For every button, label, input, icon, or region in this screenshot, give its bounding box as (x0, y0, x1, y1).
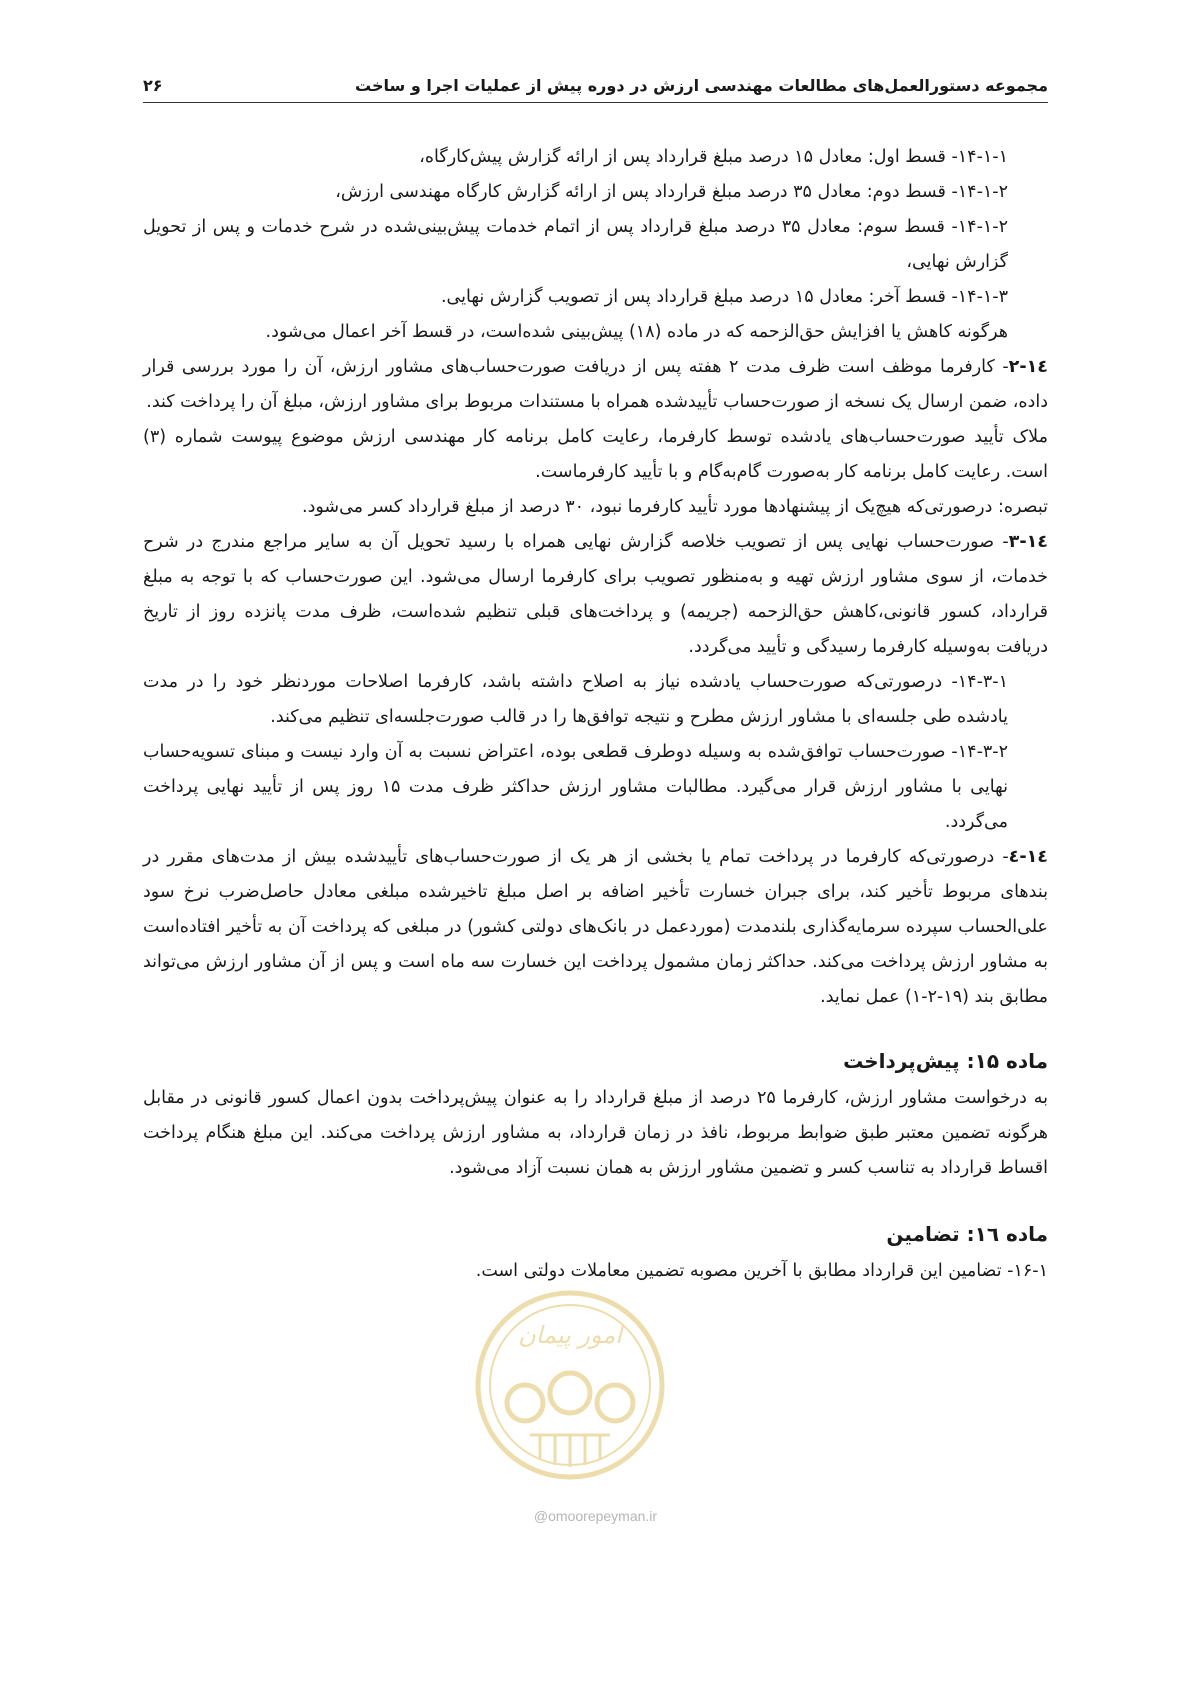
clause-14-4 (143, 840, 1048, 1015)
stamp-text: امور پیمان (518, 1321, 622, 1349)
clause-14-3-2: ۱۴-۳-۲- صورت‌حساب توافق‌شده به وسیله دوطرف قطعی بوده، اعتراض نسبت به آن وارد نیست و مبنای تسویه‌حساب نهایی با مشاور ارزش قرار می‌گیرد. مطالبات مشاور ارزش حداکثر ظرف مدت ۱۵ روز پس از تأیید نهایی پرداخت می‌گردد. (143, 742, 1008, 832)
page-body (143, 140, 1048, 1289)
watermark-stamp-icon (470, 1285, 670, 1485)
clause-14-1-3: ۱۴-۱-۳- قسط آخر: معادل ۱۵ درصد مبلغ قرارداد پس از تصویب گزارش نهایی. (440, 287, 1008, 307)
clause-14-1-2b: ۱۴-۱-۲- قسط سوم: معادل ۳۵ درصد مبلغ قرارداد پس از اتمام خدمات پیش‌بینی‌شده در شرح خدمات و پس از تحویل گزارش نهایی، (143, 217, 1008, 272)
clause-text: - کارفرما موظف است ظرف مدت ۲ هفته پس از دریافت صورت‌حساب‌های مشاور ارزش، آن را مورد بررسی قرار داده، ضمن ارسال یک نسخه از صورت‌حساب تأییدشده همراه با مستندات مربوط برای مشاور ارزش، مبلغ آن را پرداخت کند. (143, 357, 1048, 412)
adjustment-note: هرگونه کاهش یا افزایش حق‌الزحمه که در ماده (۱۸) پیش‌بینی شده‌است، در قسط آخر اعمال می‌شود. (265, 322, 1008, 342)
clause-number: ۱٤-۳ (1008, 532, 1048, 552)
clause-14-2 (143, 350, 1048, 420)
note-paragraph: تبصره: درصورتی‌که هیچ‌یک از پیشنهادها مورد تأیید کارفرما نبود، ۳۰ درصد از مبلغ قرارداد کسر می‌شود. (302, 497, 1048, 517)
clause-number: ۱٤-٤ (1008, 847, 1048, 867)
clause-text: - درصورتی‌که کارفرما در پرداخت تمام یا بخشی از هر یک از صورت‌حساب‌های تأییدشده بیش از مدت‌های مقرر در بندهای مربوط تأخیر کند، برای جبران خسارت تأخیر اضافه بر اصل مبلغ تاخیرشده مبلغی معادل حاصل‌ضرب نرخ سود علی‌الحساب سپرده سرمایه‌گذاری بلندمدت (مورد‌عمل در بانک‌های دولتی کشور) در مبلغی که پرداخت آن به تأخیر افتاده‌است به مشاور ارزش پرداخت می‌کند. حداکثر زمان مشمول پرداخت این خسارت سه ماه است و پس از آن مشاور ارزش می‌تواند مطابق بند (۱۹-۲-۱) عمل نماید. (143, 847, 1048, 1007)
article-16-heading: ماده ١٦: تضامین (886, 1222, 1048, 1246)
clause-14-3 (143, 525, 1048, 665)
article-15-heading: ماده ۱۵: پیش‌پرداخت (843, 1049, 1048, 1073)
clause-number: ۱٤-۲ (1008, 357, 1048, 377)
watermark-website: @omoorepeyman.ir (533, 1508, 658, 1524)
page-number: ۲۶ (143, 75, 163, 95)
clause-14-1-2: ۱۴-۱-۲- قسط دوم: معادل ۳۵ درصد مبلغ قرارداد پس از ارائه گزارش کارگاه مهندسی ارزش، (335, 182, 1008, 202)
article-15-text: به درخواست مشاور ارزش، کارفرما ۲۵ درصد از مبلغ قرارداد را به عنوان پیش‌پرداخت بدون اعمال کسور قانونی در مقابل هرگونه تضمین معتبر طبق ضوابط مربوط، نافذ در زمان قرارداد، به مشاور ارزش پرداخت می‌کند. این مبلغ هنگام پرداخت اقساط قرارداد به تناسب کسر و تضمین مشاور ارزش به همان نسبت آزاد می‌شود. (143, 1088, 1049, 1178)
header-title: مجموعه دستورالعمل‌های مطالعات مهندسی ارزش در دوره پیش از عملیات اجرا و ساخت (355, 75, 1048, 95)
clause-14-1-1: ۱۴-۱-۱- قسط اول: معادل ۱۵ درصد مبلغ قرارداد پس از ارائه گزارش پیش‌کارگاه، (419, 147, 1008, 167)
clause-text: - صورت‌حساب نهایی پس از تصویب خلاصه گزارش نهایی همراه با رسید تحویل آن به سایر مراجع مندرج در شرح خدمات، از سوی مشاور ارزش تهیه و به‌منظور تصویب برای کارفرما ارسال می‌شود. این صورت‌حساب که با توجه به مبلغ قرارداد، کسور قانونی،کاهش حق‌الزحمه (جریمه) و پرداخت‌های قبلی تنظیم شده‌است، ظرف مدت پانزده روز از تاریخ دریافت به‌وسیله کارفرما رسیدگی و تأیید می‌گردد. (143, 532, 1048, 657)
article-16-text: ۱۶-۱- تضامین این قرارداد مطابق با آخرین مصوبه تضمین معاملات دولتی است. (475, 1261, 1048, 1281)
approval-criteria: ملاک تأیید صورت‌حساب‌های یادشده توسط کارفرما، رعایت کامل برنامه کار مهندسی ارزش موضوع پیوست شماره (۳) است. رعایت کامل برنامه کار به‌صورت گام‌به‌گام و با تأیید کارفرماست. (143, 427, 1048, 482)
clause-14-3-1: ۱۴-۳-۱- درصورتی‌که صورت‌حساب یادشده نیاز به اصلاح داشته باشد، کارفرما اصلاحات موردنظر خود را در مدت یادشده طی جلسه‌ای با مشاور ارزش مطرح و نتیجه توافق‌ها را در قالب صورت‌جلسه‌ای تنظیم می‌کند. (143, 672, 1008, 727)
running-header (143, 68, 1048, 103)
